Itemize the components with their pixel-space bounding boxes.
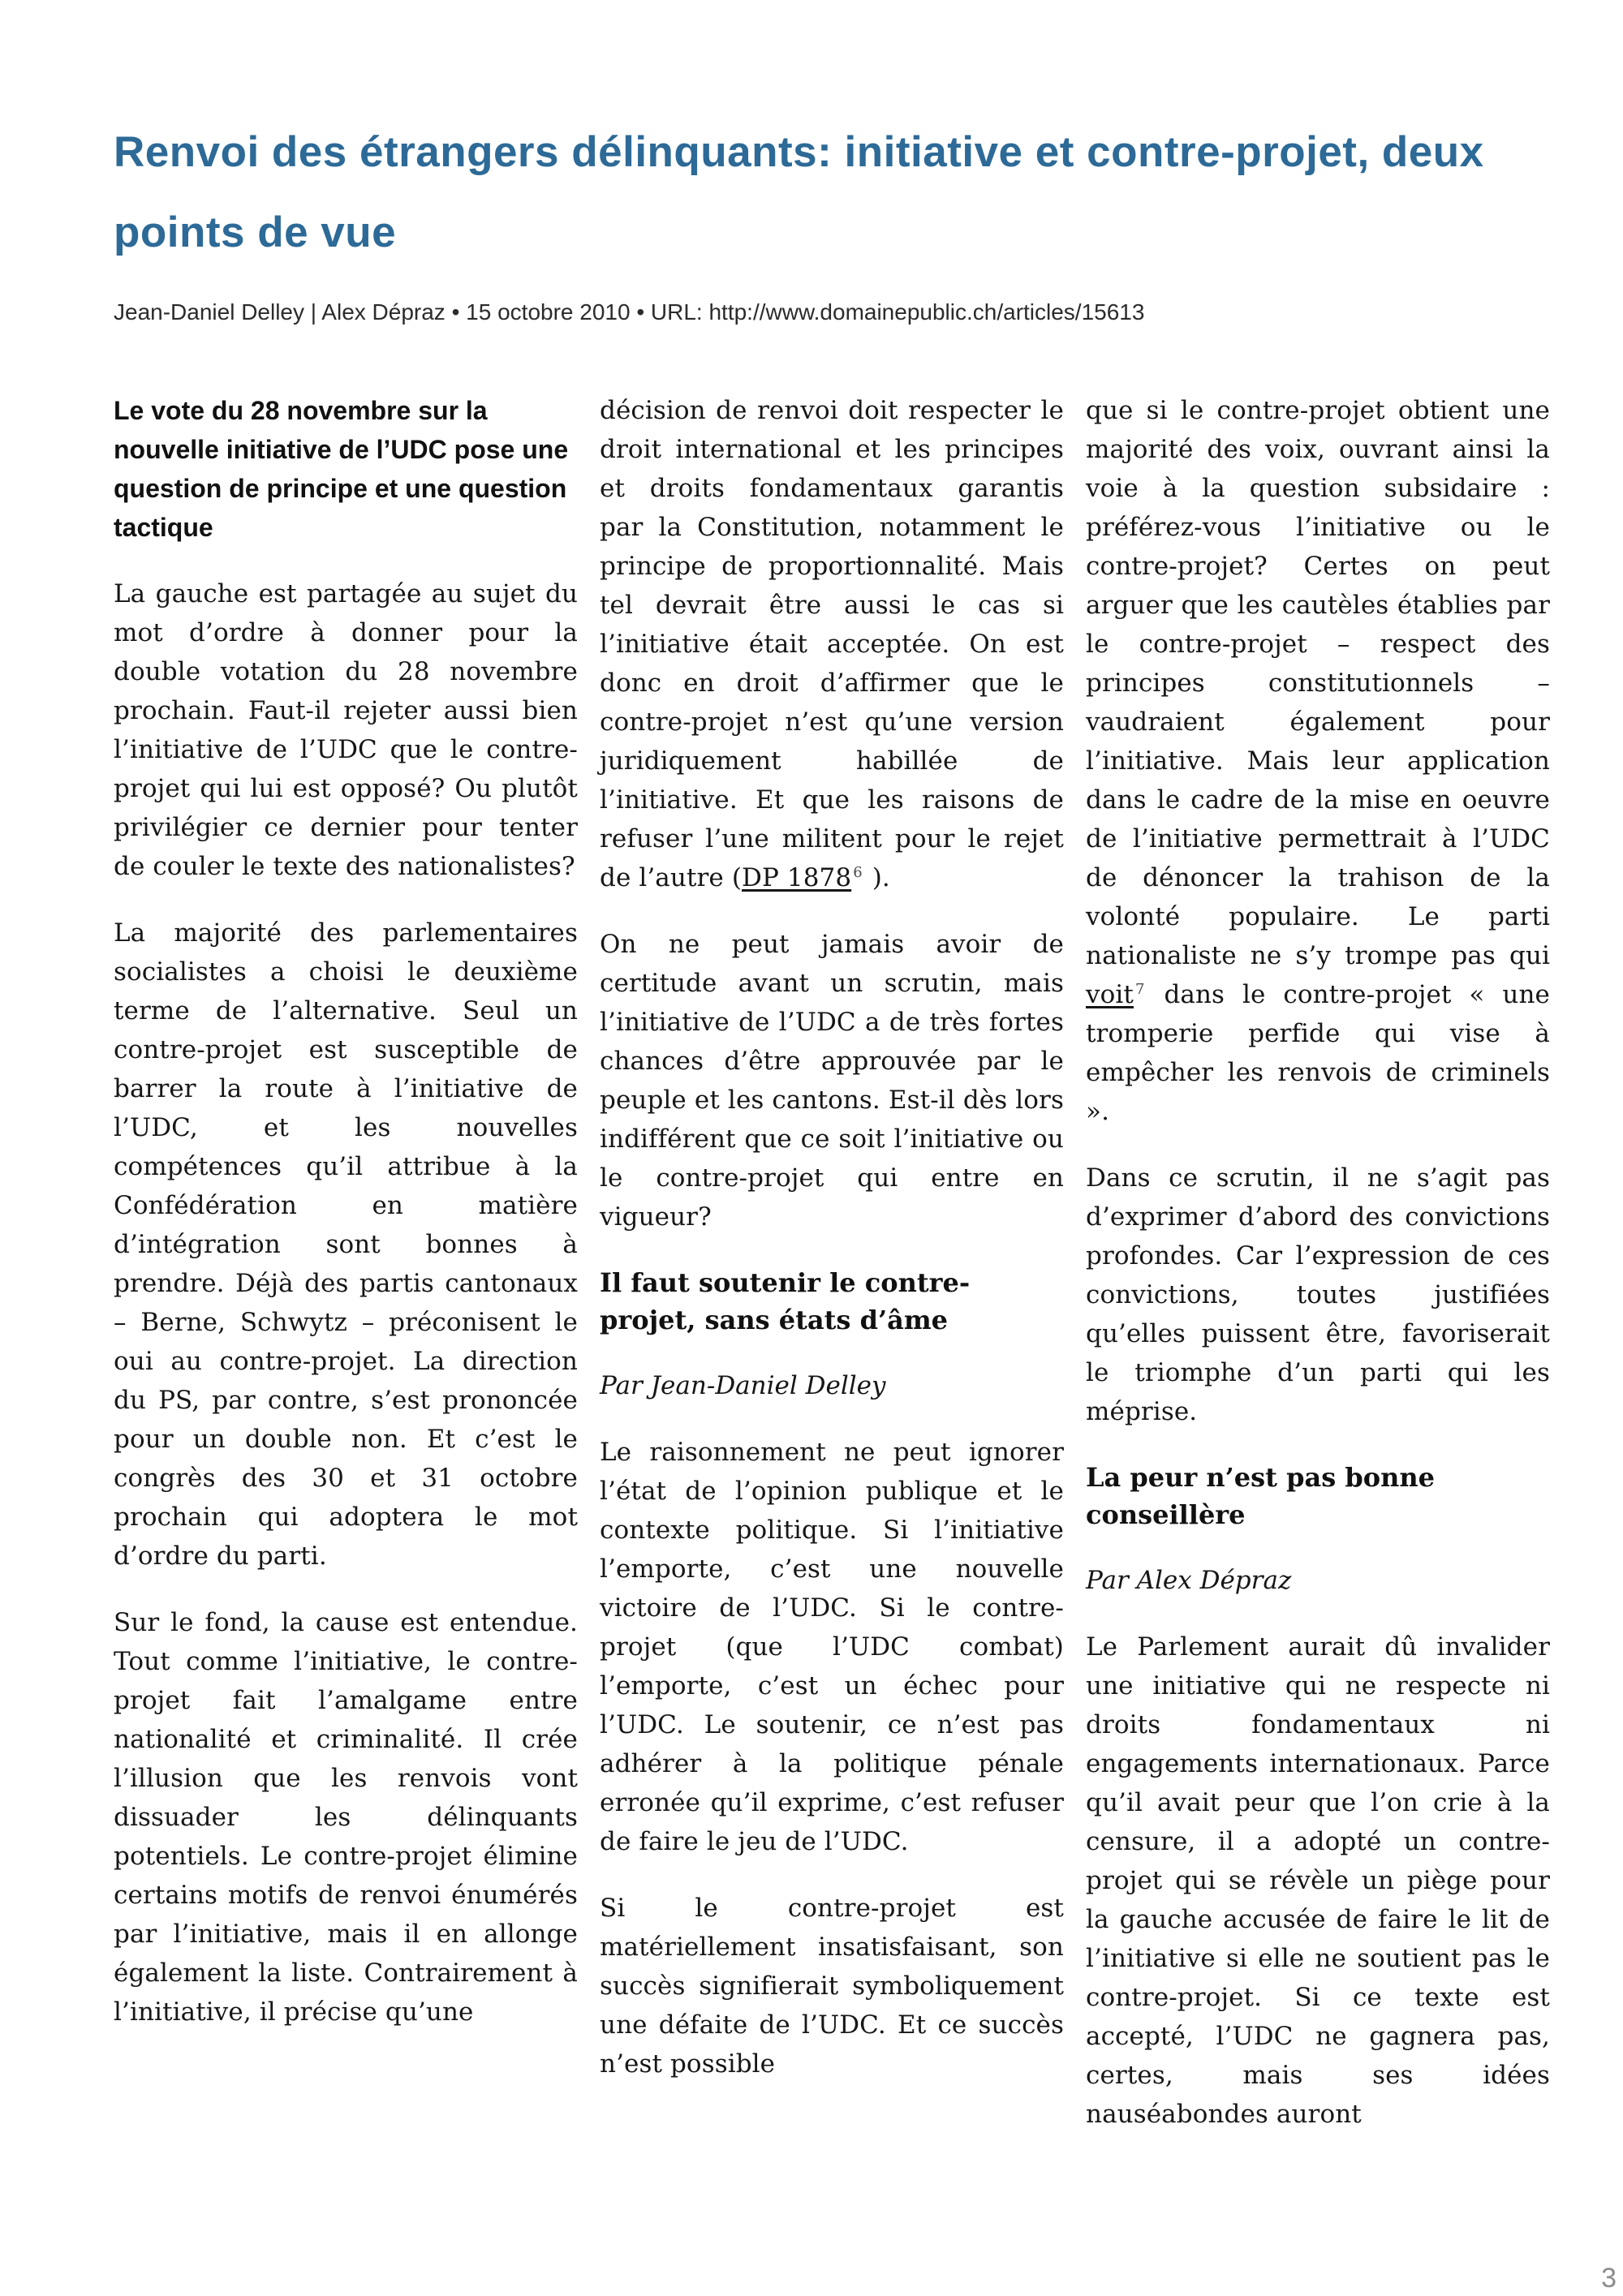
section-heading-depraz: La peur n’est pas bonne conseillère [1086,1462,1435,1530]
paragraph-text: que si le contre-projet obtient une majorité des voix, ouvrant ainsi la voie à la question subsidaire : préférez-vous l’initiative ou le contre-projet? Certes on peut arguer que les cautèles établies par le contre-projet – respect des principes constitutionnels – vaudraient également pour l’initiative. Mais leur application dans le cadre de la mise en oeuvre de l’initiative permettrait à l’UDC de dénoncer la trahison de la volonté populaire. Le parti nationaliste ne s’y trompe pas qui [1086,396,1550,970]
lead-heading: Le vote du 28 novembre sur la nouvelle initiative de l’UDC pose une question de principe et une question tactique [114,396,569,542]
paragraph [1086,391,1550,1131]
dp-1878-link[interactable]: DP 1878 [742,863,852,892]
page-number: 3 [1601,2263,1617,2294]
paragraph: On ne peut jamais avoir de certitude avant un scrutin, mais l’initiative de l’UDC a de très fortes chances d’être approuvée par le peuple et les cantons. Est-il dès lors indifférent que ce soit l’initiative ou le contre-projet qui entre en vigueur? [600,930,1064,1232]
paragraph-text: ). [863,863,890,892]
paragraph-text: décision de renvoi doit respecter le droit international et les principes et droits fondamentaux garantis par la Constitution, notamment le principe de proportionnalité. Mais tel devrait être aussi le cas si l’initiative était acceptée. On est donc en droit d’affirmer que le contre-projet n’est qu’une version juridiquement habillée de l’initiative. Et que les raisons de refuser l’une militent pour le rejet de l’autre ( [600,396,1064,892]
column-3 [1086,391,1550,2161]
footnote-ref-7: 7 [1134,980,1145,998]
paragraph: Dans ce scrutin, il ne s’agit pas d’exprimer d’abord des convictions profondes. Car l’expression de ces convictions, toutes justifiées qu’elles puissent être, favoriserait le triomphe d’un parti qui les méprise. [1086,1163,1550,1426]
paragraph: Le raisonnement ne peut ignorer l’état de l’opinion publique et le contexte politique. Si l’initiative l’emporte, c’est une nouvelle victoire de l’UDC. Si le contre-projet (que l’UDC combat) l’emporte, c’est un échec pour l’UDC. Le soutenir, ce n’est pas adhérer à la politique pénale erronée qu’il exprime, c’est refuser de faire le jeu de l’UDC. [600,1438,1064,1856]
paragraph-text: dans le contre-projet « une tromperie perfide qui vise à empêcher les renvois de criminels ». [1086,980,1550,1126]
voit-link[interactable]: voit [1086,980,1134,1009]
article-title: Renvoi des étrangers délinquants: initiative et contre-projet, deux points de vue [114,128,1484,256]
author-line-delley: Par Jean-Daniel Delley [600,1371,886,1400]
paragraph [600,391,1064,897]
paragraph: La gauche est partagée au sujet du mot d’ordre à donner pour la double votation du 28 novembre prochain. Faut-il rejeter aussi bien l’initiative de l’UDC que le contre-projet qui lui est opposé? Ou plutôt privilégier ce dernier pour tenter de couler le texte des nationalistes? [114,579,578,881]
column-2 [600,391,1064,2161]
paragraph: La majorité des parlementaires socialistes a choisi le deuxième terme de l’alternative. Seul un contre-projet est susceptible de barrer la route à l’initiative de l’UDC, et les nouvelles compétences qu’il attribue à la Confédération en matière d’intégration sont bonnes à prendre. Déjà des partis cantonaux – Berne, Schwytz – préconisent le oui au contre-projet. La direction du PS, par contre, s’est prononcée pour un double non. Et c’est le congrès des 30 et 31 octobre prochain qui adoptera le mot d’ordre du parti. [114,918,578,1571]
paragraph: Si le contre-projet est matériellement insatisfaisant, son succès signifierait symboliquement une défaite de l’UDC. Et ce succès n’est possible [600,1894,1064,2079]
paragraph: Sur le fond, la cause est entendue. Tout comme l’initiative, le contre-projet fait l’amalgame entre nationalité et criminalité. Il crée l’illusion que les renvois vont dissuader les délinquants potentiels. Le contre-projet élimine certains motifs de renvoi énumérés par l’initiative, mais il en allonge également la liste. Contrairement à l’initiative, il précise qu’une [114,1608,578,2027]
column-1 [114,391,578,2161]
footnote-ref-6: 6 [853,863,863,881]
section-heading-delley: Il faut soutenir le contre-projet, sans états d’âme [600,1267,971,1335]
article-byline: Jean-Daniel Delley | Alex Dépraz • 15 octobre 2010 • URL: http://www.domainepublic.ch/articles/15613 [114,299,1145,325]
author-line-depraz: Par Alex Dépraz [1086,1566,1292,1595]
paragraph: Le Parlement aurait dû invalider une initiative qui ne respecte ni droits fondamentaux ni engagements internationaux. Parce qu’il avait peur que l’on crie à la censure, il a adopté un contre-projet qui se révèle un piège pour la gauche accusée de faire le lit de l’initiative si elle ne soutient pas le contre-projet. Si ce texte est accepté, l’UDC ne gagnera pas, certes, mais ses idées nauséabondes auront [1086,1632,1550,2129]
article-columns [114,391,1550,2161]
